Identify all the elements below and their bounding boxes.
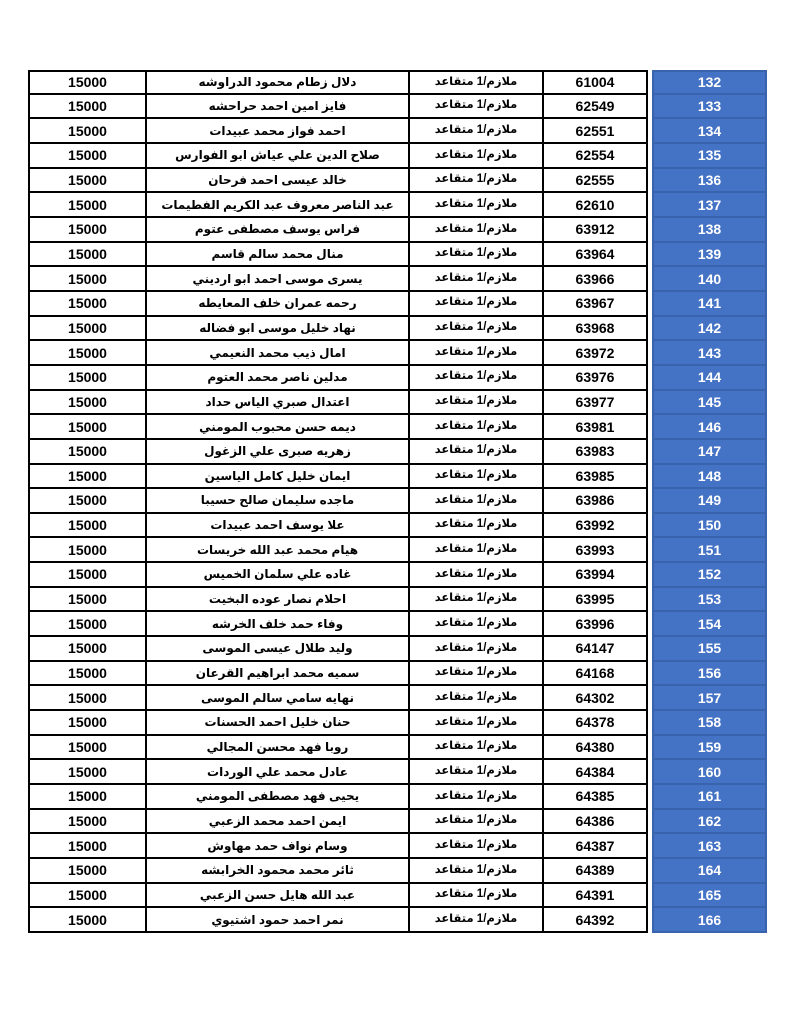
row-number-cell: 157 xyxy=(652,686,767,711)
rank-cell: ملازم/1 متقاعد xyxy=(410,317,544,342)
table-row xyxy=(28,711,767,736)
name-cell: يسرى موسى احمد ابو ارديني xyxy=(147,267,410,292)
name-cell: عبد الناصر معروف عبد الكريم الفطيمات xyxy=(147,193,410,218)
amount-cell: 15000 xyxy=(28,859,147,884)
table-row xyxy=(28,612,767,637)
row-number-cell: 135 xyxy=(652,144,767,169)
id-cell: 64386 xyxy=(544,810,648,835)
rank-cell: ملازم/1 متقاعد xyxy=(410,563,544,588)
row-number-cell: 147 xyxy=(652,440,767,465)
id-cell: 64378 xyxy=(544,711,648,736)
table-row xyxy=(28,193,767,218)
name-cell: عادل محمد علي الوردات xyxy=(147,760,410,785)
table-row xyxy=(28,810,767,835)
row-number-cell: 166 xyxy=(652,908,767,933)
id-cell: 63994 xyxy=(544,563,648,588)
id-cell: 64392 xyxy=(544,908,648,933)
rank-cell: ملازم/1 متقاعد xyxy=(410,662,544,687)
id-cell: 64384 xyxy=(544,760,648,785)
retirees-table xyxy=(28,70,767,933)
row-number-cell: 140 xyxy=(652,267,767,292)
table-row xyxy=(28,760,767,785)
table-row xyxy=(28,884,767,909)
id-cell: 63968 xyxy=(544,317,648,342)
rank-cell: ملازم/1 متقاعد xyxy=(410,686,544,711)
rank-cell: ملازم/1 متقاعد xyxy=(410,908,544,933)
row-number-cell: 146 xyxy=(652,415,767,440)
name-cell: امال ذيب محمد النعيمي xyxy=(147,341,410,366)
id-cell: 64380 xyxy=(544,736,648,761)
amount-cell: 15000 xyxy=(28,711,147,736)
table-row xyxy=(28,366,767,391)
id-cell: 62610 xyxy=(544,193,648,218)
amount-cell: 15000 xyxy=(28,686,147,711)
amount-cell: 15000 xyxy=(28,292,147,317)
table-row xyxy=(28,70,767,95)
table-row xyxy=(28,465,767,490)
rank-cell: ملازم/1 متقاعد xyxy=(410,218,544,243)
amount-cell: 15000 xyxy=(28,760,147,785)
rank-cell: ملازم/1 متقاعد xyxy=(410,119,544,144)
table-row xyxy=(28,95,767,120)
name-cell: يحيى فهد مصطفى المومني xyxy=(147,785,410,810)
id-cell: 63972 xyxy=(544,341,648,366)
id-cell: 63993 xyxy=(544,538,648,563)
id-cell: 63967 xyxy=(544,292,648,317)
row-number-cell: 149 xyxy=(652,489,767,514)
id-cell: 62554 xyxy=(544,144,648,169)
id-cell: 62549 xyxy=(544,95,648,120)
amount-cell: 15000 xyxy=(28,317,147,342)
amount-cell: 15000 xyxy=(28,144,147,169)
rank-cell: ملازم/1 متقاعد xyxy=(410,415,544,440)
amount-cell: 15000 xyxy=(28,908,147,933)
name-cell: احمد فواز محمد عبيدات xyxy=(147,119,410,144)
amount-cell: 15000 xyxy=(28,785,147,810)
table-row xyxy=(28,218,767,243)
rank-cell: ملازم/1 متقاعد xyxy=(410,834,544,859)
amount-cell: 15000 xyxy=(28,391,147,416)
amount-cell: 15000 xyxy=(28,341,147,366)
name-cell: احلام نصار عوده البخيت xyxy=(147,588,410,613)
name-cell: اعتدال صبري الياس حداد xyxy=(147,391,410,416)
table-row xyxy=(28,637,767,662)
rank-cell: ملازم/1 متقاعد xyxy=(410,588,544,613)
name-cell: فراس يوسف مصطفى عتوم xyxy=(147,218,410,243)
amount-cell: 15000 xyxy=(28,588,147,613)
table-row xyxy=(28,169,767,194)
rank-cell: ملازم/1 متقاعد xyxy=(410,612,544,637)
row-number-cell: 142 xyxy=(652,317,767,342)
rank-cell: ملازم/1 متقاعد xyxy=(410,810,544,835)
amount-cell: 15000 xyxy=(28,538,147,563)
id-cell: 61004 xyxy=(544,70,648,95)
name-cell: سميه محمد ابراهيم القرعان xyxy=(147,662,410,687)
name-cell: غاده علي سلمان الخميس xyxy=(147,563,410,588)
rank-cell: ملازم/1 متقاعد xyxy=(410,144,544,169)
row-number-cell: 137 xyxy=(652,193,767,218)
name-cell: ماجده سليمان صالح حسيبا xyxy=(147,489,410,514)
name-cell: نمر احمد حمود اشتيوي xyxy=(147,908,410,933)
row-number-cell: 145 xyxy=(652,391,767,416)
rank-cell: ملازم/1 متقاعد xyxy=(410,70,544,95)
table-row xyxy=(28,341,767,366)
name-cell: روبا فهد محسن المجالي xyxy=(147,736,410,761)
name-cell: نهاد خليل موسى ابو فضاله xyxy=(147,317,410,342)
amount-cell: 15000 xyxy=(28,612,147,637)
name-cell: وفاء حمد خلف الخرشه xyxy=(147,612,410,637)
row-number-cell: 156 xyxy=(652,662,767,687)
rank-cell: ملازم/1 متقاعد xyxy=(410,489,544,514)
name-cell: وليد طلال عيسى الموسى xyxy=(147,637,410,662)
amount-cell: 15000 xyxy=(28,243,147,268)
name-cell: صلاح الدين علي عياش ابو الفوارس xyxy=(147,144,410,169)
id-cell: 64168 xyxy=(544,662,648,687)
table-row xyxy=(28,686,767,711)
table-row xyxy=(28,736,767,761)
amount-cell: 15000 xyxy=(28,637,147,662)
amount-cell: 15000 xyxy=(28,267,147,292)
rank-cell: ملازم/1 متقاعد xyxy=(410,859,544,884)
amount-cell: 15000 xyxy=(28,736,147,761)
id-cell: 63985 xyxy=(544,465,648,490)
id-cell: 63966 xyxy=(544,267,648,292)
table-row xyxy=(28,243,767,268)
rank-cell: ملازم/1 متقاعد xyxy=(410,514,544,539)
amount-cell: 15000 xyxy=(28,193,147,218)
row-number-cell: 164 xyxy=(652,859,767,884)
amount-cell: 15000 xyxy=(28,169,147,194)
name-cell: وسام نواف حمد مهاوش xyxy=(147,834,410,859)
amount-cell: 15000 xyxy=(28,810,147,835)
row-number-cell: 159 xyxy=(652,736,767,761)
id-cell: 64391 xyxy=(544,884,648,909)
rank-cell: ملازم/1 متقاعد xyxy=(410,760,544,785)
amount-cell: 15000 xyxy=(28,218,147,243)
amount-cell: 15000 xyxy=(28,489,147,514)
name-cell: منال محمد سالم قاسم xyxy=(147,243,410,268)
table-row xyxy=(28,908,767,933)
table-row xyxy=(28,119,767,144)
row-number-cell: 136 xyxy=(652,169,767,194)
id-cell: 63912 xyxy=(544,218,648,243)
rank-cell: ملازم/1 متقاعد xyxy=(410,391,544,416)
row-number-cell: 141 xyxy=(652,292,767,317)
id-cell: 63981 xyxy=(544,415,648,440)
rank-cell: ملازم/1 متقاعد xyxy=(410,884,544,909)
rank-cell: ملازم/1 متقاعد xyxy=(410,366,544,391)
id-cell: 62551 xyxy=(544,119,648,144)
table-row xyxy=(28,415,767,440)
amount-cell: 15000 xyxy=(28,563,147,588)
table-row xyxy=(28,834,767,859)
id-cell: 64387 xyxy=(544,834,648,859)
table-row xyxy=(28,391,767,416)
row-number-cell: 158 xyxy=(652,711,767,736)
amount-cell: 15000 xyxy=(28,440,147,465)
row-number-cell: 161 xyxy=(652,785,767,810)
name-cell: ايمن احمد محمد الزعبي xyxy=(147,810,410,835)
rank-cell: ملازم/1 متقاعد xyxy=(410,637,544,662)
rank-cell: ملازم/1 متقاعد xyxy=(410,465,544,490)
rank-cell: ملازم/1 متقاعد xyxy=(410,292,544,317)
row-number-cell: 151 xyxy=(652,538,767,563)
id-cell: 64147 xyxy=(544,637,648,662)
amount-cell: 15000 xyxy=(28,366,147,391)
amount-cell: 15000 xyxy=(28,834,147,859)
rank-cell: ملازم/1 متقاعد xyxy=(410,711,544,736)
rank-cell: ملازم/1 متقاعد xyxy=(410,736,544,761)
name-cell: مدلين ناصر محمد العتوم xyxy=(147,366,410,391)
rank-cell: ملازم/1 متقاعد xyxy=(410,267,544,292)
amount-cell: 15000 xyxy=(28,415,147,440)
id-cell: 63977 xyxy=(544,391,648,416)
rank-cell: ملازم/1 متقاعد xyxy=(410,193,544,218)
row-number-cell: 132 xyxy=(652,70,767,95)
name-cell: ديمه حسن محبوب المومني xyxy=(147,415,410,440)
id-cell: 63983 xyxy=(544,440,648,465)
table-row xyxy=(28,267,767,292)
amount-cell: 15000 xyxy=(28,662,147,687)
row-number-cell: 162 xyxy=(652,810,767,835)
name-cell: دلال زطام محمود الدراوشه xyxy=(147,70,410,95)
table-row xyxy=(28,538,767,563)
id-cell: 63995 xyxy=(544,588,648,613)
name-cell: ايمان خليل كامل الياسين xyxy=(147,465,410,490)
name-cell: عبد الله هايل حسن الزعبي xyxy=(147,884,410,909)
name-cell: رحمه عمران خلف المعايطه xyxy=(147,292,410,317)
table-row xyxy=(28,588,767,613)
name-cell: علا يوسف احمد عبيدات xyxy=(147,514,410,539)
table-row xyxy=(28,563,767,588)
row-number-cell: 152 xyxy=(652,563,767,588)
amount-cell: 15000 xyxy=(28,514,147,539)
row-number-cell: 150 xyxy=(652,514,767,539)
row-number-cell: 163 xyxy=(652,834,767,859)
name-cell: زهريه صبرى علي الزغول xyxy=(147,440,410,465)
row-number-cell: 154 xyxy=(652,612,767,637)
id-cell: 64302 xyxy=(544,686,648,711)
row-number-cell: 160 xyxy=(652,760,767,785)
row-number-cell: 155 xyxy=(652,637,767,662)
amount-cell: 15000 xyxy=(28,119,147,144)
amount-cell: 15000 xyxy=(28,70,147,95)
row-number-cell: 134 xyxy=(652,119,767,144)
row-number-cell: 148 xyxy=(652,465,767,490)
id-cell: 63964 xyxy=(544,243,648,268)
amount-cell: 15000 xyxy=(28,884,147,909)
name-cell: فايز امين احمد حراحشه xyxy=(147,95,410,120)
name-cell: هيام محمد عبد الله خريسات xyxy=(147,538,410,563)
id-cell: 62555 xyxy=(544,169,648,194)
name-cell: حنان خليل احمد الحسنات xyxy=(147,711,410,736)
table-row xyxy=(28,440,767,465)
table-row xyxy=(28,144,767,169)
name-cell: ثائر محمد محمود الخرابشه xyxy=(147,859,410,884)
id-cell: 63996 xyxy=(544,612,648,637)
name-cell: خالد عيسى احمد فرحان xyxy=(147,169,410,194)
rank-cell: ملازم/1 متقاعد xyxy=(410,341,544,366)
table-row xyxy=(28,859,767,884)
rank-cell: ملازم/1 متقاعد xyxy=(410,785,544,810)
id-cell: 63986 xyxy=(544,489,648,514)
table-row xyxy=(28,489,767,514)
name-cell: نهايه سامي سالم الموسى xyxy=(147,686,410,711)
table-row xyxy=(28,785,767,810)
row-number-cell: 153 xyxy=(652,588,767,613)
id-cell: 64389 xyxy=(544,859,648,884)
row-number-cell: 139 xyxy=(652,243,767,268)
rank-cell: ملازم/1 متقاعد xyxy=(410,538,544,563)
id-cell: 64385 xyxy=(544,785,648,810)
row-number-cell: 138 xyxy=(652,218,767,243)
row-number-cell: 133 xyxy=(652,95,767,120)
rank-cell: ملازم/1 متقاعد xyxy=(410,169,544,194)
id-cell: 63976 xyxy=(544,366,648,391)
table-row xyxy=(28,662,767,687)
row-number-cell: 144 xyxy=(652,366,767,391)
rank-cell: ملازم/1 متقاعد xyxy=(410,243,544,268)
amount-cell: 15000 xyxy=(28,95,147,120)
rank-cell: ملازم/1 متقاعد xyxy=(410,95,544,120)
rank-cell: ملازم/1 متقاعد xyxy=(410,440,544,465)
table-row xyxy=(28,514,767,539)
row-number-cell: 143 xyxy=(652,341,767,366)
id-cell: 63992 xyxy=(544,514,648,539)
table-row xyxy=(28,317,767,342)
amount-cell: 15000 xyxy=(28,465,147,490)
row-number-cell: 165 xyxy=(652,884,767,909)
table-row xyxy=(28,292,767,317)
